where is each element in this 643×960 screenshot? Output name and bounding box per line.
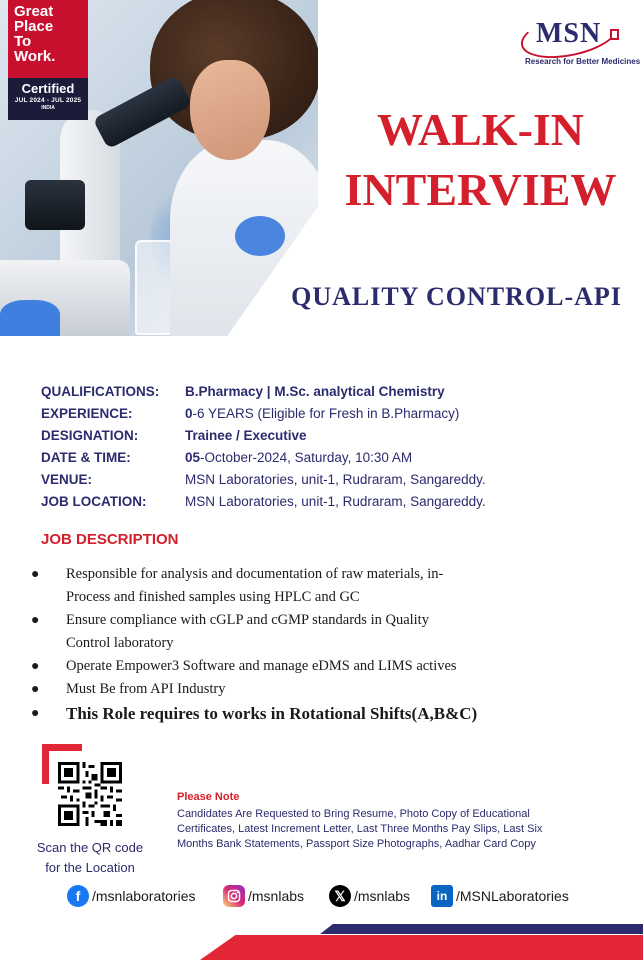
- qr-caption-line: Scan the QR code: [36, 840, 144, 855]
- detail-row: [41, 446, 631, 468]
- badge-line: Great: [14, 3, 54, 20]
- note-body: [177, 807, 597, 852]
- detail-label: DESIGNATION:: [41, 427, 139, 443]
- list-item: [31, 678, 591, 701]
- logo-square-icon: [610, 29, 619, 40]
- detail-row: [41, 468, 631, 490]
- list-item-text: Ensure compliance with cGLP and cGMP standards in Quality: [66, 612, 429, 628]
- headline: [318, 100, 643, 220]
- list-item-text: Control laboratory: [66, 635, 174, 651]
- detail-row: [41, 380, 631, 402]
- detail-value: -6 YEARS (Eligible for Fresh in B.Pharmacy): [192, 405, 460, 421]
- detail-row: [41, 424, 631, 446]
- detail-value-emphasis: 05: [185, 449, 201, 465]
- bullet-icon: ●: [31, 659, 40, 674]
- job-description-title: JOB DESCRIPTION: [41, 531, 179, 548]
- job-description-list: [31, 563, 591, 727]
- headline-line2: INTERVIEW: [344, 164, 617, 215]
- logo-tagline: Research for Better Medicines: [525, 57, 641, 66]
- instagram-icon: [223, 885, 245, 907]
- location-qr-code[interactable]: [58, 762, 122, 826]
- detail-label: JOB LOCATION:: [41, 493, 147, 509]
- social-handle: /msnlabs: [248, 888, 305, 904]
- list-item: [31, 655, 591, 678]
- list-item: [31, 701, 591, 727]
- list-item-text: Must Be from API Industry: [66, 681, 226, 697]
- badge-dates: JUL 2024 - JUL 2025: [14, 97, 82, 104]
- bullet-icon: ●: [31, 706, 40, 721]
- list-item: [31, 609, 591, 655]
- job-details: [41, 380, 631, 512]
- x-icon: 𝕏: [329, 885, 351, 907]
- detail-label: DATE & TIME:: [41, 449, 131, 465]
- bullet-icon: ●: [31, 682, 40, 697]
- detail-value: MSN Laboratories, unit-1, Rudraram, Sangareddy.: [185, 471, 486, 487]
- footer-red-stripe: [200, 935, 643, 960]
- footer-navy-stripe: [320, 924, 643, 934]
- social-handle: /msnlabs: [354, 888, 411, 904]
- badge-line: To: [14, 33, 32, 50]
- social-linkedin-link[interactable]: [431, 885, 569, 907]
- detail-label: VENUE:: [41, 471, 93, 487]
- detail-value-emphasis: 0: [185, 405, 193, 421]
- bullet-icon: ●: [31, 613, 40, 628]
- list-item-text: Responsible for analysis and documentation of raw materials, in-: [66, 566, 444, 582]
- detail-value: Trainee / Executive: [185, 427, 307, 443]
- social-handle: /MSNLaboratories: [456, 888, 569, 904]
- detail-value: B.Pharmacy | M.Sc. analytical Chemistry: [185, 383, 445, 399]
- linkedin-icon: in: [431, 885, 453, 907]
- badge-certified: Certified: [21, 81, 75, 96]
- detail-row: [41, 402, 631, 424]
- badge-country: INDIA: [41, 105, 55, 111]
- detail-label: EXPERIENCE:: [41, 405, 133, 421]
- note-line: Months Bank Statements, Passport Size Photographs, Aadhar Card Copy: [177, 838, 536, 850]
- position-title: QUALITY CONTROL-API: [291, 282, 622, 311]
- facebook-icon: f: [67, 885, 89, 907]
- bullet-icon: ●: [31, 567, 40, 582]
- detail-value: MSN Laboratories, unit-1, Rudraram, Sangareddy.: [185, 493, 486, 509]
- list-item-text: Operate Empower3 Software and manage eDMS and LIMS actives: [66, 658, 457, 674]
- detail-row: [41, 490, 631, 512]
- detail-label: QUALIFICATIONS:: [41, 383, 160, 399]
- note-title: Please Note: [177, 791, 240, 803]
- social-handle: /msnlaboratories: [92, 888, 196, 904]
- qr-caption: [30, 838, 150, 878]
- qr-caption-line: for the Location: [45, 860, 135, 875]
- great-place-to-work-badge: [8, 0, 88, 120]
- social-facebook-link[interactable]: [67, 885, 196, 907]
- social-links: [67, 885, 627, 915]
- msn-logo: [520, 12, 641, 70]
- social-instagram-link[interactable]: [223, 885, 304, 907]
- badge-certified-box: [8, 78, 88, 120]
- list-item: [31, 563, 591, 609]
- note-line: Certificates, Latest Increment Letter, Last Three Months Pay Slips, Last Six: [177, 823, 543, 835]
- badge-line: Work.: [14, 48, 56, 65]
- list-item-text: This Role requires to works in Rotational Shifts(A,B&C): [66, 704, 478, 723]
- social-x-link[interactable]: [329, 885, 410, 907]
- detail-value: -October-2024, Saturday, 10:30 AM: [200, 449, 413, 465]
- logo-mark: MSN: [536, 18, 602, 49]
- headline-line1: WALK-IN: [376, 104, 585, 155]
- badge-line: Place: [14, 18, 54, 35]
- list-item-text: Process and finished samples using HPLC and GC: [66, 589, 360, 605]
- note-line: Candidates Are Requested to Bring Resume, Photo Copy of Educational: [177, 808, 530, 820]
